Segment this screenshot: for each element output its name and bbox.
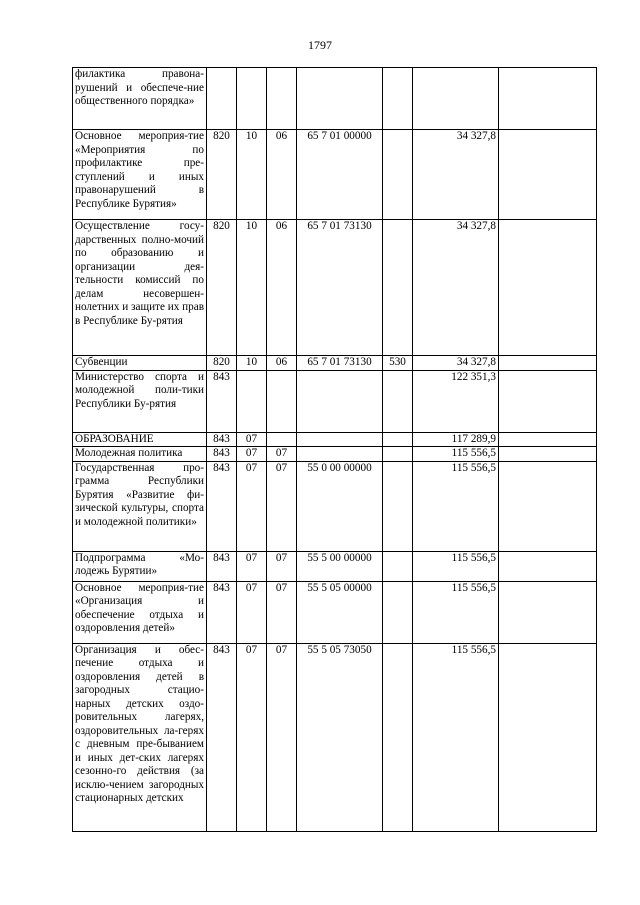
- table-cell-ministry: 820: [207, 130, 237, 220]
- table-cell-sum: 117 289,9: [413, 432, 499, 447]
- table-cell-empty: [499, 551, 597, 581]
- table-cell-target-article: 65 7 01 00000: [297, 130, 383, 220]
- table-cell-empty: [499, 581, 597, 643]
- table-row: [73, 370, 597, 432]
- table-cell-sum: 115 556,5: [413, 447, 499, 462]
- table-cell-name: Министерство спорта и молодежной поли-тики Республики Бу-рятия: [73, 370, 207, 432]
- table-cell-section: 07: [237, 581, 267, 643]
- table-row: [73, 130, 597, 220]
- table-cell-subsection: 07: [267, 643, 297, 831]
- table-cell-target-article: 55 5 05 73050: [297, 643, 383, 831]
- table-cell-name: Основное мероприя-тие «Мероприятия по профилактике пре-ступлений и иных правонарушений в Республике Бурятия»: [73, 130, 207, 220]
- table-cell-sum: 34 327,8: [413, 130, 499, 220]
- table-cell-ministry: 843: [207, 551, 237, 581]
- table-cell-expense-type: [383, 220, 413, 356]
- table-cell-subsection: [267, 68, 297, 130]
- table-cell-target-article: [297, 432, 383, 447]
- table-cell-empty: [499, 130, 597, 220]
- table-cell-name: Молодежная политика: [73, 447, 207, 462]
- table-cell-sum: 115 556,5: [413, 461, 499, 551]
- table-cell-target-article: [297, 68, 383, 130]
- table-cell-name: филактика правона-рушений и обеспече-ние общественного порядка»: [73, 68, 207, 130]
- table-cell-subsection: 07: [267, 581, 297, 643]
- table-cell-name: Организация и обес-печение отдыха и оздоровления детей в загородных стацио-нарных детских оздо-ровительных лагерях, оздоровительных ла-герях с дневным пре-быванием и иных дет-ских лагерях сезонно-го действия (за исклю-чением загородных стационарных детских: [73, 643, 207, 831]
- table-cell-name: Подпрограмма «Мо-лодежь Бурятии»: [73, 551, 207, 581]
- table-cell-sum: 115 556,5: [413, 643, 499, 831]
- table-cell-name: Государственная про-грамма Республики Бурятия «Развитие фи-зической культуры, спорта и молодежной политики»: [73, 461, 207, 551]
- table-cell-subsection: 06: [267, 220, 297, 356]
- table-cell-empty: [499, 220, 597, 356]
- table-cell-section: 07: [237, 432, 267, 447]
- table-cell-expense-type: [383, 68, 413, 130]
- table-cell-expense-type: [383, 432, 413, 447]
- table-row: [73, 551, 597, 581]
- table-cell-target-article: [297, 447, 383, 462]
- table-cell-section: [237, 370, 267, 432]
- table-cell-empty: [499, 461, 597, 551]
- table-cell-ministry: 843: [207, 461, 237, 551]
- table-cell-expense-type: [383, 130, 413, 220]
- table-cell-expense-type: [383, 643, 413, 831]
- table-cell-name: Субвенции: [73, 356, 207, 371]
- table-cell-sum: 34 327,8: [413, 220, 499, 356]
- table-cell-expense-type: [383, 581, 413, 643]
- table-cell-ministry: 843: [207, 432, 237, 447]
- table-cell-expense-type: [383, 551, 413, 581]
- table-cell-subsection: 07: [267, 447, 297, 462]
- table-cell-sum: 122 351,3: [413, 370, 499, 432]
- table-cell-subsection: 07: [267, 551, 297, 581]
- table-row: [73, 581, 597, 643]
- table-cell-expense-type: [383, 370, 413, 432]
- table-cell-empty: [499, 68, 597, 130]
- table-cell-ministry: 820: [207, 220, 237, 356]
- table-cell-section: 10: [237, 130, 267, 220]
- table-cell-ministry: 843: [207, 643, 237, 831]
- table-cell-sum: [413, 68, 499, 130]
- table-cell-empty: [499, 447, 597, 462]
- table-cell-empty: [499, 432, 597, 447]
- table-cell-expense-type: [383, 447, 413, 462]
- table-cell-target-article: 55 0 00 00000: [297, 461, 383, 551]
- table-cell-section: 07: [237, 551, 267, 581]
- table-row: [73, 447, 597, 462]
- table-row: [73, 432, 597, 447]
- table-cell-ministry: 843: [207, 447, 237, 462]
- table-cell-section: 10: [237, 220, 267, 356]
- table-cell-section: 10: [237, 356, 267, 371]
- table-cell-section: 07: [237, 643, 267, 831]
- table-row: [73, 643, 597, 831]
- table-cell-subsection: [267, 432, 297, 447]
- budget-table: [72, 67, 597, 832]
- table-cell-subsection: [267, 370, 297, 432]
- table-cell-expense-type: [383, 461, 413, 551]
- table-cell-empty: [499, 356, 597, 371]
- table-cell-subsection: 06: [267, 130, 297, 220]
- table-row: [73, 220, 597, 356]
- table-cell-ministry: 843: [207, 581, 237, 643]
- table-cell-sum: 34 327,8: [413, 356, 499, 371]
- table-row: [73, 68, 597, 130]
- table-cell-name: Осуществление госу-дарственных полно-мочий по образованию и организации дея-тельности комиссий по делам несовершен-нолетних и защите их прав в Республике Бу-рятия: [73, 220, 207, 356]
- table-cell-ministry: 843: [207, 370, 237, 432]
- table-cell-sum: 115 556,5: [413, 551, 499, 581]
- table-cell-target-article: 65 7 01 73130: [297, 356, 383, 371]
- table-cell-target-article: 55 5 00 00000: [297, 551, 383, 581]
- table-cell-empty: [499, 370, 597, 432]
- table-cell-expense-type: 530: [383, 356, 413, 371]
- table-cell-sum: 115 556,5: [413, 581, 499, 643]
- table-row: [73, 461, 597, 551]
- table-cell-ministry: [207, 68, 237, 130]
- table-cell-section: [237, 68, 267, 130]
- page-number: 1797: [308, 38, 332, 52]
- table-cell-target-article: [297, 370, 383, 432]
- table-cell-subsection: 07: [267, 461, 297, 551]
- table-row: [73, 356, 597, 371]
- table-cell-target-article: 65 7 01 73130: [297, 220, 383, 356]
- table-cell-section: 07: [237, 461, 267, 551]
- table-cell-empty: [499, 643, 597, 831]
- table-cell-target-article: 55 5 05 00000: [297, 581, 383, 643]
- table-cell-name: Основное мероприя-тие «Организация и обеспечение отдыха и оздоровления детей»: [73, 581, 207, 643]
- table-cell-name: ОБРАЗОВАНИЕ: [73, 432, 207, 447]
- table-cell-ministry: 820: [207, 356, 237, 371]
- table-cell-section: 07: [237, 447, 267, 462]
- table-cell-subsection: 06: [267, 356, 297, 371]
